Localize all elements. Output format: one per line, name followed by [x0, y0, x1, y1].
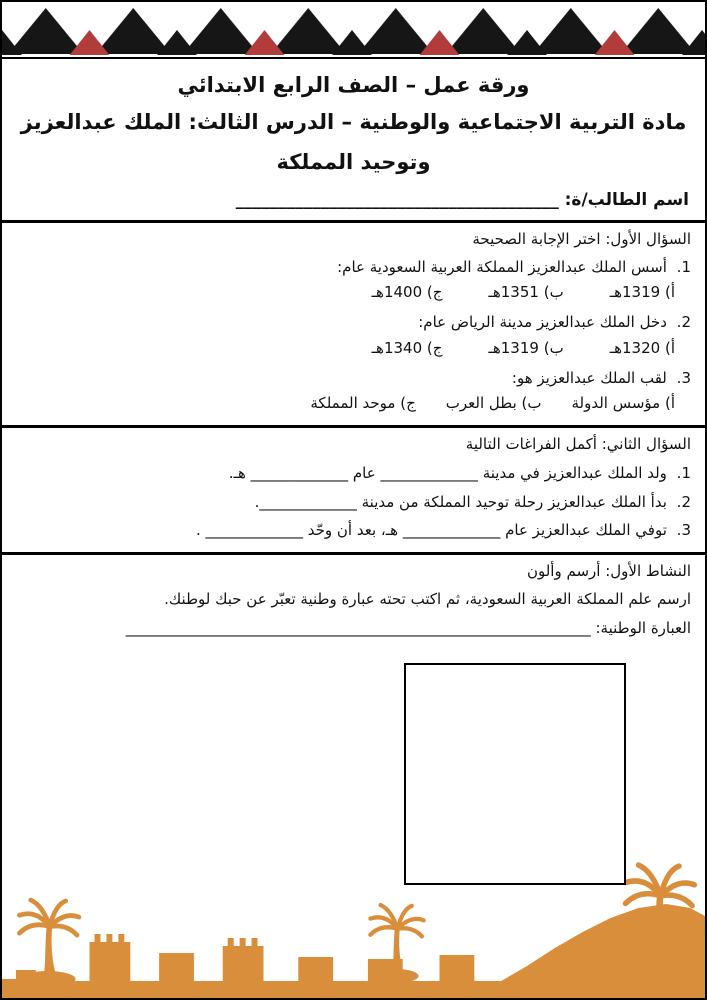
fill-item-3 — [16, 520, 691, 542]
section-heading: السؤال الثاني: أكمل الفراغات التالية — [465, 435, 691, 453]
question-number: 1. — [676, 257, 691, 276]
sadu-pattern-icon — [2, 2, 705, 57]
section-divider — [2, 425, 705, 428]
choice-a: أ) 1319هـ — [609, 283, 675, 302]
village-skyline — [2, 904, 705, 998]
choice-b: ب) بطل العرب — [445, 394, 542, 413]
item-number: 3. — [676, 521, 691, 540]
sadu-pattern-band — [2, 2, 705, 59]
fill-item-1 — [16, 463, 691, 485]
section-heading: النشاط الأول: أرسم وألون — [526, 562, 691, 580]
drawing-box — [404, 663, 626, 885]
palm-tree-left-icon — [19, 900, 79, 976]
choice-c: ج) موحد المملكة — [310, 394, 416, 413]
question-2 — [16, 312, 691, 334]
phrase-label: العبارة الوطنية: — [595, 618, 691, 637]
subject-title-continued: وتوحيد المملكة — [276, 149, 431, 174]
choice-b: ب) 1319هـ — [488, 338, 564, 357]
activity-instruction: ارسم علم المملكة العربية السعودية، ثم اكتب تحته عبارة وطنية تعبّر عن حبك لوطنك. — [164, 589, 691, 608]
section-divider — [2, 220, 705, 223]
section-heading: السؤال الأول: اختر الإجابة الصحيحة — [472, 229, 691, 248]
question-number: 3. — [676, 368, 691, 387]
national-phrase-row — [16, 618, 691, 640]
activity-section — [2, 561, 705, 885]
phrase-blank: ______________________________________________________________ — [125, 618, 591, 637]
question-text: لقب الملك عبدالعزيز هو: — [511, 368, 667, 387]
choices-row-3 — [16, 393, 691, 415]
subject-title: مادة التربية الاجتماعية والوطنية – الدرس الثالث: الملك عبدالعزيز — [20, 110, 687, 135]
fill-blanks-section — [2, 434, 705, 542]
choice-a: أ) مؤسس الدولة — [571, 394, 675, 413]
item-number: 1. — [676, 463, 691, 482]
question-1 — [16, 257, 691, 279]
choices-row-2 — [16, 338, 691, 360]
item-text: ولد الملك عبدالعزيز في مدينة _____________ عام _____________ هـ. — [228, 463, 667, 482]
question-text: دخل الملك عبدالعزيز مدينة الرياض عام: — [418, 313, 667, 331]
item-text: بدأ الملك عبدالعزيز رحلة توحيد المملكة من مدينة _____________. — [254, 492, 667, 511]
fill-item-2 — [16, 492, 691, 514]
item-text: توفي الملك عبدالعزيز عام _____________ هـ، بعد أن وحّد _____________ . — [195, 521, 667, 540]
page-title: ورقة عمل – الصف الرابع الابتدائي — [177, 73, 530, 97]
student-name-label: اسم الطالب/ة: — [564, 189, 689, 210]
choice-b: ب) 1351هـ — [488, 283, 564, 302]
choice-c: ج) 1400هـ — [371, 283, 443, 302]
student-name-blank: ______________________________________ — [235, 189, 559, 210]
multiple-choice-section — [2, 229, 705, 415]
choice-a: أ) 1320هـ — [609, 338, 675, 357]
question-text: أسس الملك عبدالعزيز المملكة العربية السعودية عام: — [337, 257, 667, 276]
student-name-row — [2, 190, 705, 210]
choice-c: ج) 1340هـ — [371, 338, 443, 357]
item-number: 2. — [676, 492, 691, 511]
question-3 — [16, 368, 691, 390]
header — [2, 72, 705, 175]
choices-row-1 — [16, 282, 691, 304]
question-number: 2. — [676, 313, 691, 331]
section-divider — [2, 552, 705, 555]
